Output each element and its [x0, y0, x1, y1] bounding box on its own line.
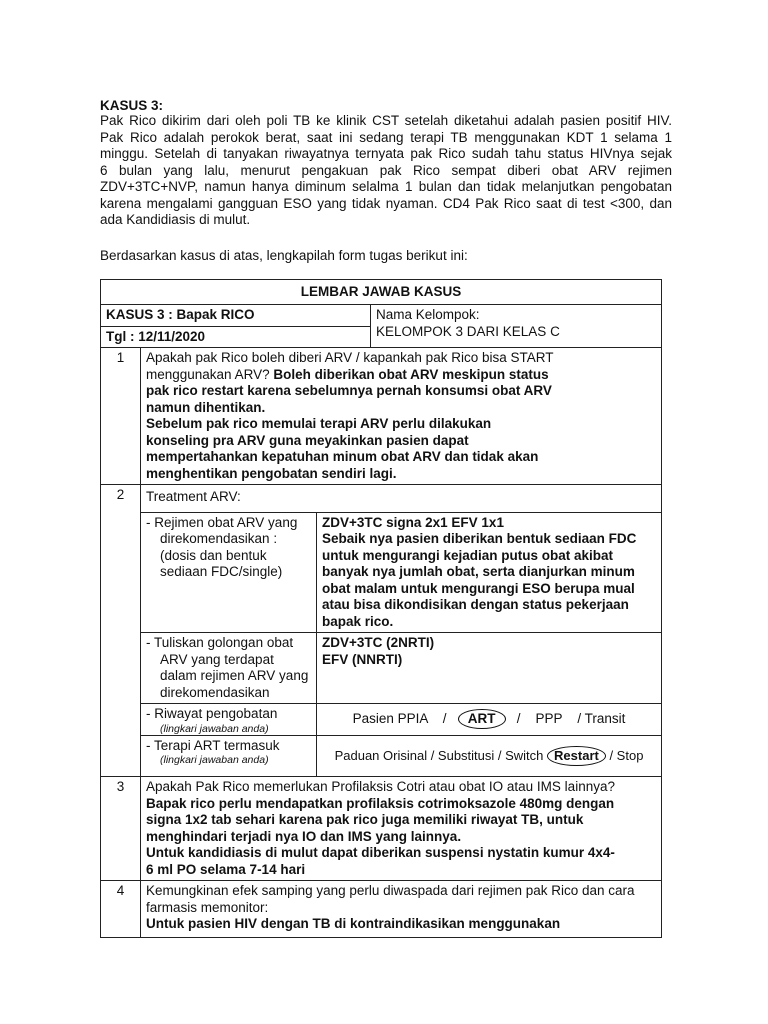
drug-class-label: dalam rejimen ARV yang [160, 668, 309, 683]
group-value: KELOMPOK 3 DARI KELAS C [376, 323, 560, 339]
case-line: ada Kandidiasis di mulut. [100, 212, 251, 227]
case-line: minggu. Setelah di tanyakan riwayatnya ternyata pak Rico sudah tahu status HIVnya sejak [100, 146, 672, 161]
regimen-answer-line: untuk mengurangi kejadian putus obat akibat [322, 547, 614, 563]
q1-answer-line: namun dihentikan. [146, 399, 266, 415]
q1-answer-line: pak rico restart karena sebelumnya pernah konsumsi obat ARV [146, 383, 552, 398]
q2-label: Treatment ARV: [141, 485, 662, 513]
q3-answer-line: Untuk kandidiasis di mulut dapat diberikan suspensi nystatin kumur 4x4- [146, 845, 615, 860]
option-ppia[interactable]: Pasien PPIA [352, 711, 428, 727]
drug-class-label: direkomendasikan [160, 684, 270, 700]
history-options-cell [317, 704, 662, 736]
q1-answer-line: menghentikan pengobatan sendiri lagi. [146, 465, 397, 481]
regimen-answer-line: bapak rico. [322, 613, 394, 629]
history-label-cell [141, 704, 317, 736]
question-number: 1 [101, 348, 141, 485]
q1-question-cont: menggunakan ARV? [146, 366, 270, 382]
q1-cell [141, 348, 662, 485]
q3-answer-line: menghindari terjadi nya IO dan IMS yang lainnya. [146, 828, 462, 844]
regimen-answer-line: atau bisa dikondisikan dengan status pekerjaan [322, 597, 629, 612]
regimen-answer-line: ZDV+3TC signa 2x1 EFV 1x1 [322, 514, 504, 530]
regimen-answer-line: obat malam untuk mengurangi ESO berupa mual [322, 580, 635, 596]
q3-answer-line: signa 1x2 tab sehari karena pak rico juga memiliki riwayat TB, untuk [146, 812, 584, 827]
q3-answer-line: 6 ml PO selama 7-14 hari [146, 861, 306, 877]
group-label: Nama Kelompok: [376, 307, 480, 322]
option-separator: / [516, 711, 521, 727]
case-line: 6 bulan yang lalu, menurut pengakuan pak Rico sempat diberi obat ARV rejimen [100, 162, 672, 178]
drug-class-answer: ZDV+3TC (2NRTI) [322, 635, 435, 650]
q3-question: Apakah Pak Rico memerlukan Profilaksis Cotri atau obat IO atau IMS lainnya? [146, 779, 615, 794]
question-number: 3 [101, 777, 141, 881]
sheet-header: LEMBAR JAWAB KASUS [101, 280, 662, 305]
q4-cell [141, 881, 662, 938]
q1-answer-inline: Boleh diberikan obat ARV meskipun status [273, 366, 549, 382]
instruction-text: Berdasarkan kasus di atas, lengkapilah form tugas berikut ini: [100, 248, 468, 263]
option-separator: / [442, 711, 447, 727]
history-label: - Riwayat pengobatan [146, 706, 278, 721]
history-note: (lingkari jawaban anda) [160, 722, 269, 735]
option-original-substitution-switch[interactable]: Paduan Orisinal / Substitusi / Switch [334, 747, 544, 763]
case-line: ZDV+3TC+NVP, namun hanya diminum selalma 1 bulan dan tidak melanjutkan pengobatan [100, 179, 672, 194]
regimen-answer-cell [317, 512, 662, 633]
group-cell [371, 305, 662, 348]
case-line: Pak Rico dikirim dari oleh poli TB ke klinik CST setelah diketahui adalah pasien positif HIV. [100, 113, 672, 128]
q1-answer-line: konseling pra ARV guna meyakinkan pasien dapat [146, 432, 469, 448]
regimen-label: sediaan FDC/single) [160, 564, 283, 579]
q1-answer-line: Sebelum pak rico memulai terapi ARV perlu dilakukan [146, 416, 492, 431]
option-ppp[interactable]: PPP [535, 711, 563, 727]
drug-class-answer-cell [317, 633, 662, 704]
regimen-label: - Rejimen obat ARV yang [146, 514, 298, 530]
q3-cell [141, 777, 662, 881]
regimen-label: direkomendasikan : [160, 531, 278, 546]
drug-class-label: - Tuliskan golongan obat [146, 635, 294, 650]
q3-answer-line: Bapak rico perlu mendapatkan profilaksis cotrimoksazole 480mg dengan [146, 795, 615, 811]
option-art-circled[interactable]: ART [458, 709, 506, 729]
regimen-label: (dosis dan bentuk [160, 547, 267, 563]
question-number: 2 [101, 485, 141, 777]
question-number: 4 [101, 881, 141, 938]
regimen-label-cell [141, 512, 317, 633]
date-label: Tgl : 12/11/2020 [101, 326, 371, 348]
q4-question: Kemungkinan efek samping yang perlu diwaspada dari rejimen pak Rico dan cara [146, 883, 635, 898]
answer-sheet-table [100, 279, 662, 938]
q1-answer-line: mempertahankan kepatuhan minum obat ARV dan tidak akan [146, 449, 539, 464]
regimen-answer-line: Sebaik nya pasien diberikan bentuk sediaan FDC [322, 531, 637, 546]
q4-question-cont: farmasis memonitor: [146, 899, 269, 915]
case-title: KASUS 3: [100, 98, 164, 113]
drug-class-answer: EFV (NNRTI) [322, 651, 403, 667]
therapy-label-cell [141, 735, 317, 777]
drug-class-label-cell [141, 633, 317, 704]
q1-question: Apakah pak Rico boleh diberi ARV / kapankah pak Rico bisa START [146, 350, 554, 365]
therapy-options-cell [317, 735, 662, 777]
case-line: Pak Rico adalah perokok berat, saat ini sedang terapi TB menggunakan KDT 1 selama 1 [100, 129, 672, 145]
option-transit[interactable]: / Transit [577, 711, 626, 727]
regimen-answer-line: banyak nya jumlah obat, serta dianjurkan minum [322, 564, 635, 579]
q4-answer: Untuk pasien HIV dengan TB di kontraindikasikan menggunakan [146, 916, 561, 931]
therapy-note: (lingkari jawaban anda) [160, 754, 269, 766]
option-stop[interactable]: / Stop [609, 747, 644, 763]
case-line: karena mengalami gangguan ESO yang tidak nyaman. CD4 Pak Rico saat di test <300, dan [100, 195, 672, 211]
therapy-label: - Terapi ART termasuk [146, 737, 280, 753]
drug-class-label: ARV yang terdapat [160, 651, 274, 667]
case-description [100, 113, 672, 229]
option-restart-circled[interactable]: Restart [547, 746, 606, 766]
case-label: KASUS 3 : Bapak RICO [101, 305, 371, 327]
